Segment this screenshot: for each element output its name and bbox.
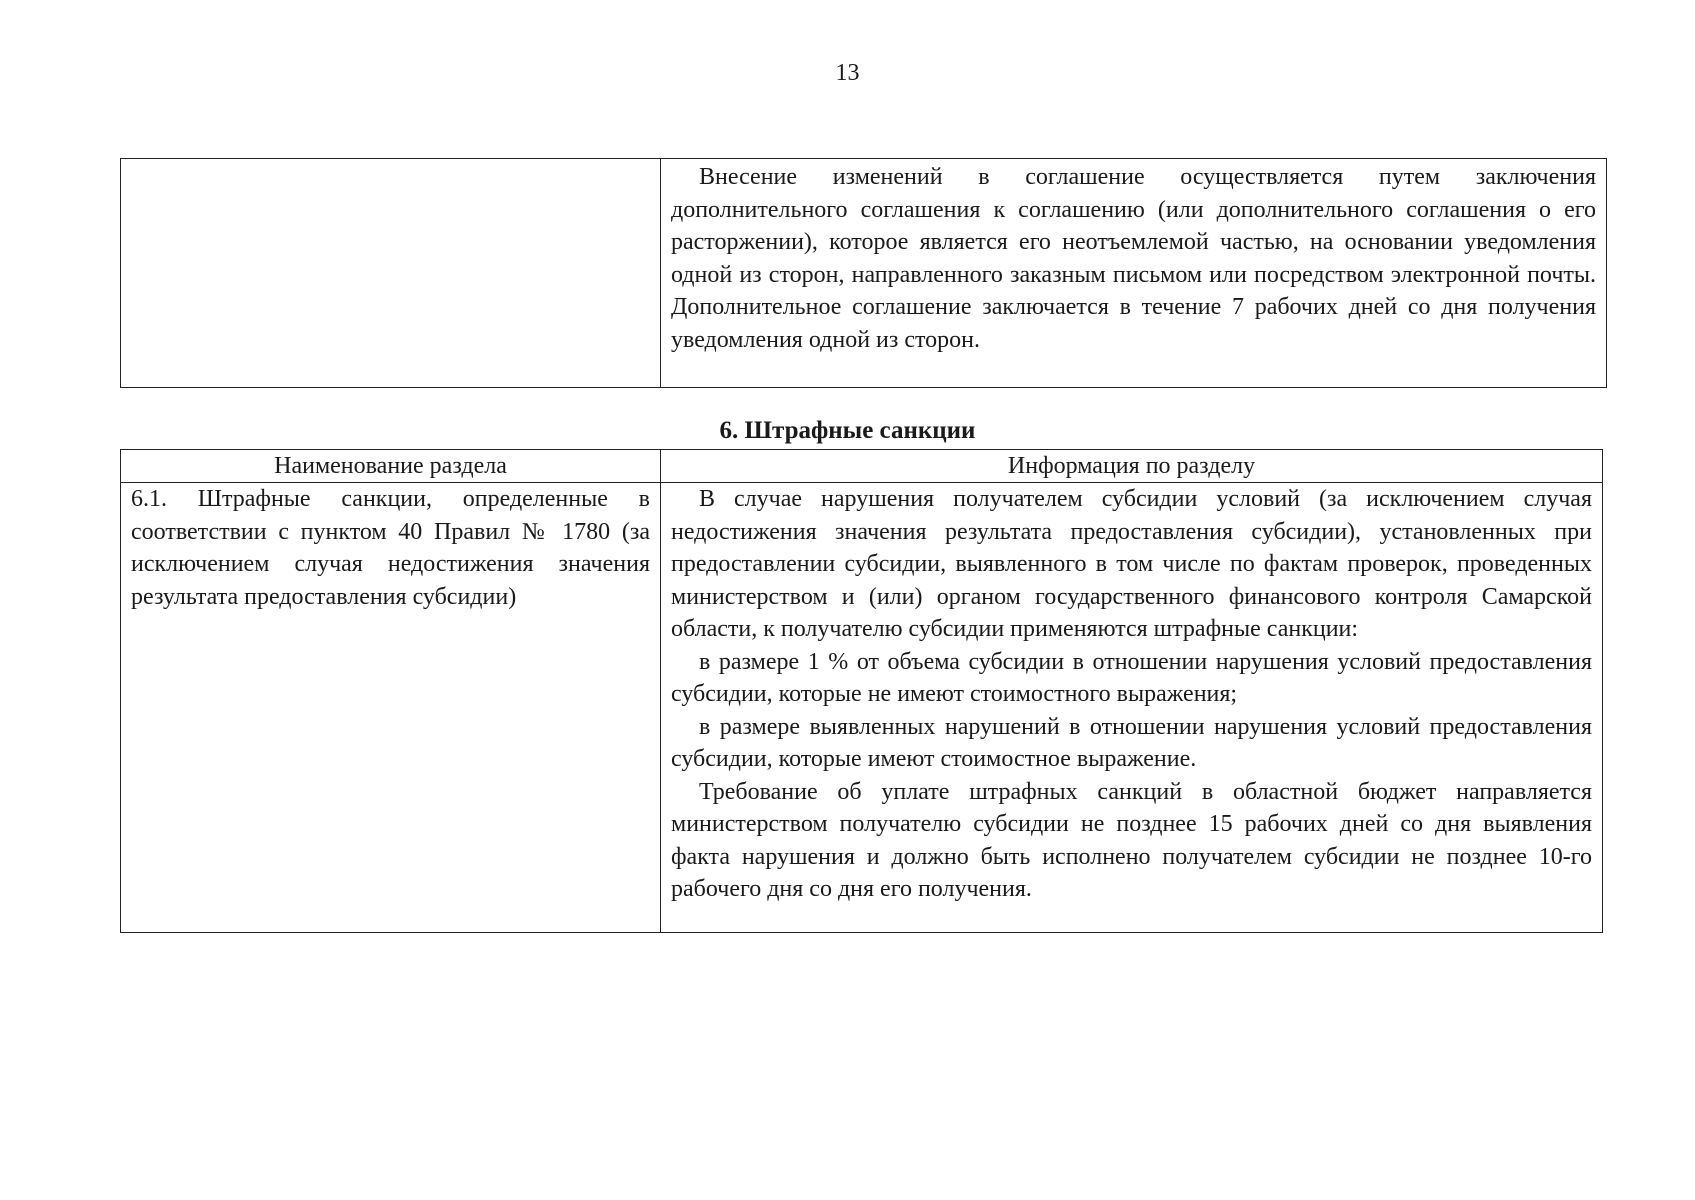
section-name-cell bbox=[121, 483, 661, 933]
amendment-text: Внесение изменений в соглашение осуществляется путем заключения дополнительного соглашения к соглашению (или дополнительного соглашения о его расторжении), которое является его неотъемлемой частью, на основании уведомления одной из сторон, направленного заказным письмом или посредством электронной почты. Дополнительное соглашение заключается в течение 7 рабочих дней со дня получения уведомления одной из сторон. bbox=[671, 164, 1596, 353]
section-info-cell bbox=[661, 483, 1603, 933]
info-paragraph-2: в размере 1 % от объема субсидии в отношении нарушения условий предоставления субсидии, которые не имеют стоимостного выражения; bbox=[671, 648, 1592, 707]
table-row bbox=[121, 483, 1603, 933]
section-name-text: 6.1. Штрафные санкции, определенные в соответствии с пунктом 40 Правил № 1780 (за исключением случая недостижения значения результата предоставления субсидии) bbox=[131, 486, 650, 610]
amendment-right-cell bbox=[661, 159, 1607, 388]
amendment-table bbox=[120, 158, 1607, 388]
info-paragraph-3: в размере выявленных нарушений в отношении нарушения условий предоставления субсидии, которые имеют стоимостное выражение. bbox=[671, 713, 1592, 772]
table-row bbox=[121, 159, 1607, 388]
column-header-info: Информация по разделу bbox=[661, 450, 1603, 483]
penalties-table bbox=[120, 449, 1603, 933]
column-header-name: Наименование раздела bbox=[121, 450, 661, 483]
info-paragraph-1: В случае нарушения получателем субсидии условий (за исключением случая недостижения значения результата предоставления субсидии), установленных при предоставлении субсидии, выявленного в том числе по фактам проверок, проведенных министерством и (или) органом государственного финансового контроля Самарской области, к получателю субсидии применяются штрафные санкции: bbox=[671, 486, 1592, 642]
info-paragraph-4: Требование об уплате штрафных санкций в областной бюджет направляется министерством получателю субсидии не позднее 15 рабочих дней со дня выявления факта нарушения и должно быть исполнено получателем субсидии не позднее 10-го рабочего дня со дня его получения. bbox=[671, 778, 1592, 902]
section-title: 6. Штрафные санкции bbox=[719, 417, 976, 444]
table-header-row bbox=[121, 450, 1603, 483]
amendment-left-cell bbox=[121, 159, 661, 388]
page-number: 13 bbox=[835, 60, 860, 86]
